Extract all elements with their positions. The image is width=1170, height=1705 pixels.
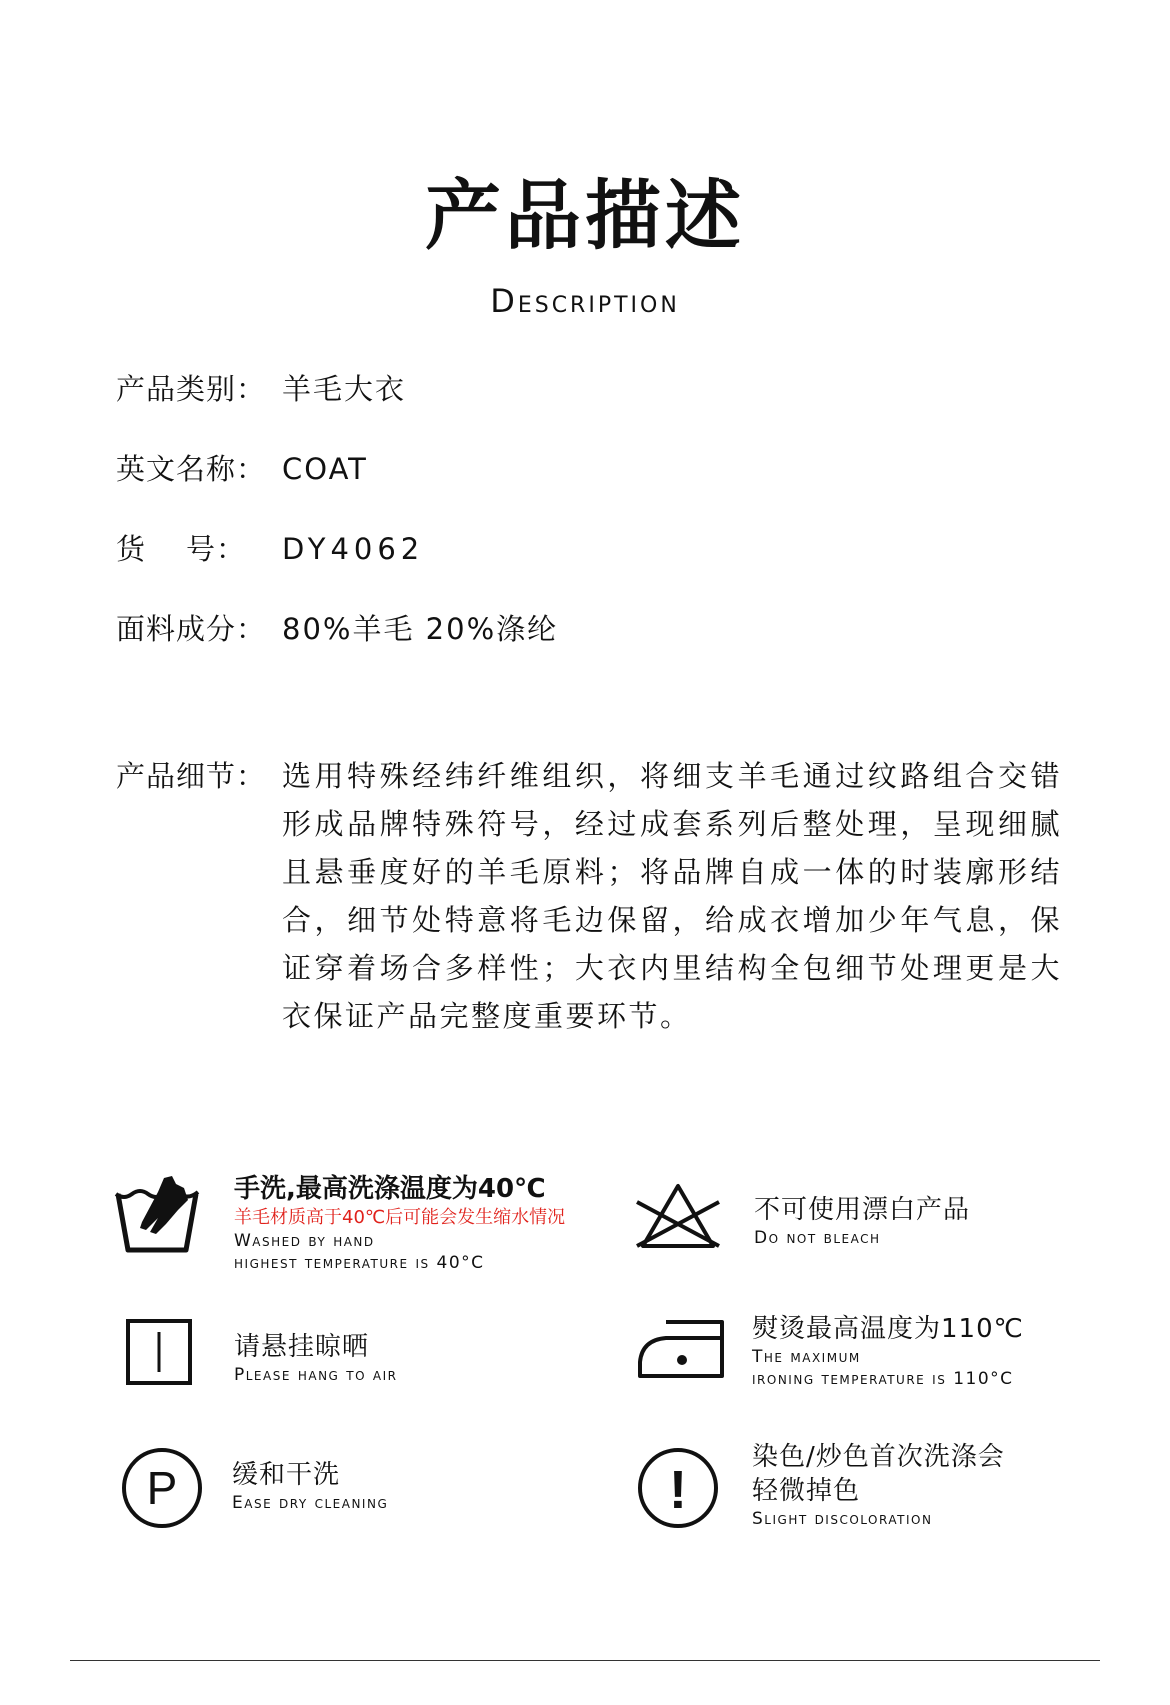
hand-wash-icon bbox=[112, 1172, 202, 1254]
iron-en-2: ironing temperature is 110°C bbox=[752, 1369, 1014, 1389]
info-row-detail bbox=[116, 752, 1062, 1040]
iron-en-1: The maximum bbox=[752, 1347, 861, 1367]
discolor-title-1: 染色/炒色首次洗涤会 bbox=[752, 1442, 1005, 1472]
hand-wash-en-1: Washed by hand bbox=[234, 1231, 375, 1251]
item-no-value: DY4062 bbox=[282, 532, 425, 566]
bottom-divider bbox=[70, 1660, 1100, 1661]
discolor-title-2: 轻微掉色 bbox=[752, 1476, 861, 1506]
english-name-value: COAT bbox=[282, 452, 368, 486]
dry-clean-title: 缓和干洗 bbox=[232, 1460, 341, 1490]
item-no-label bbox=[116, 532, 246, 566]
detail-label: 产品细节： bbox=[116, 759, 267, 793]
dry-clean-p-icon bbox=[120, 1446, 204, 1530]
no-bleach-title: 不可使用漂白产品 bbox=[754, 1195, 971, 1225]
dry-clean-symbol: P bbox=[146, 1462, 178, 1514]
no-bleach-en-1: Do not bleach bbox=[754, 1228, 881, 1248]
iron-low-icon bbox=[636, 1318, 726, 1380]
hand-wash-title: 手洗,最高洗涤温度为40℃ bbox=[234, 1174, 546, 1204]
category-value: 羊毛大衣 bbox=[282, 372, 407, 406]
warning-icon bbox=[636, 1446, 720, 1530]
info-row-category bbox=[116, 372, 407, 406]
page-title: 产品描述 bbox=[425, 171, 745, 260]
item-no-label-part-b: 号： bbox=[185, 532, 246, 566]
info-row-item-no bbox=[116, 532, 425, 566]
item-no-label-part-a: 货 bbox=[116, 532, 147, 566]
english-name-label: 英文名称： bbox=[116, 452, 267, 486]
category-label: 产品类别： bbox=[116, 372, 267, 406]
hand-wash-warning: 羊毛材质高于40℃后可能会发生缩水情况 bbox=[234, 1207, 566, 1228]
fabric-value: 80%羊毛 20%涤纶 bbox=[282, 612, 559, 646]
page-subtitle: Description bbox=[490, 282, 680, 320]
info-row-fabric bbox=[116, 612, 559, 646]
hand-wash-en-2: highest temperature is 40°C bbox=[234, 1253, 485, 1273]
warning-symbol: ! bbox=[669, 1460, 687, 1520]
hang-dry-icon bbox=[125, 1318, 193, 1386]
hang-dry-en-1: Please hang to air bbox=[234, 1365, 398, 1385]
iron-title: 熨烫最高温度为110℃ bbox=[752, 1314, 1024, 1344]
fabric-label: 面料成分： bbox=[116, 612, 267, 646]
discolor-en-1: Slight discoloration bbox=[752, 1509, 933, 1529]
detail-value: 选用特殊经纬纤维组织，将细支羊毛通过纹路组合交错形成品牌特殊符号，经过成套系列后整处理，呈现细腻且悬垂度好的羊毛原料；将品牌自成一体的时装廓形结合，细节处特意将毛边保留，给成衣增加少年气息，保证穿着场合多样性；大衣内里结构全包细节处理更是大衣保证产品完整度重要环节。 bbox=[282, 759, 1062, 1033]
info-row-english-name bbox=[116, 452, 368, 486]
no-bleach-icon bbox=[633, 1180, 723, 1252]
dry-clean-en-1: Ease dry cleaning bbox=[232, 1493, 389, 1513]
hang-dry-title: 请悬挂晾晒 bbox=[234, 1332, 370, 1362]
